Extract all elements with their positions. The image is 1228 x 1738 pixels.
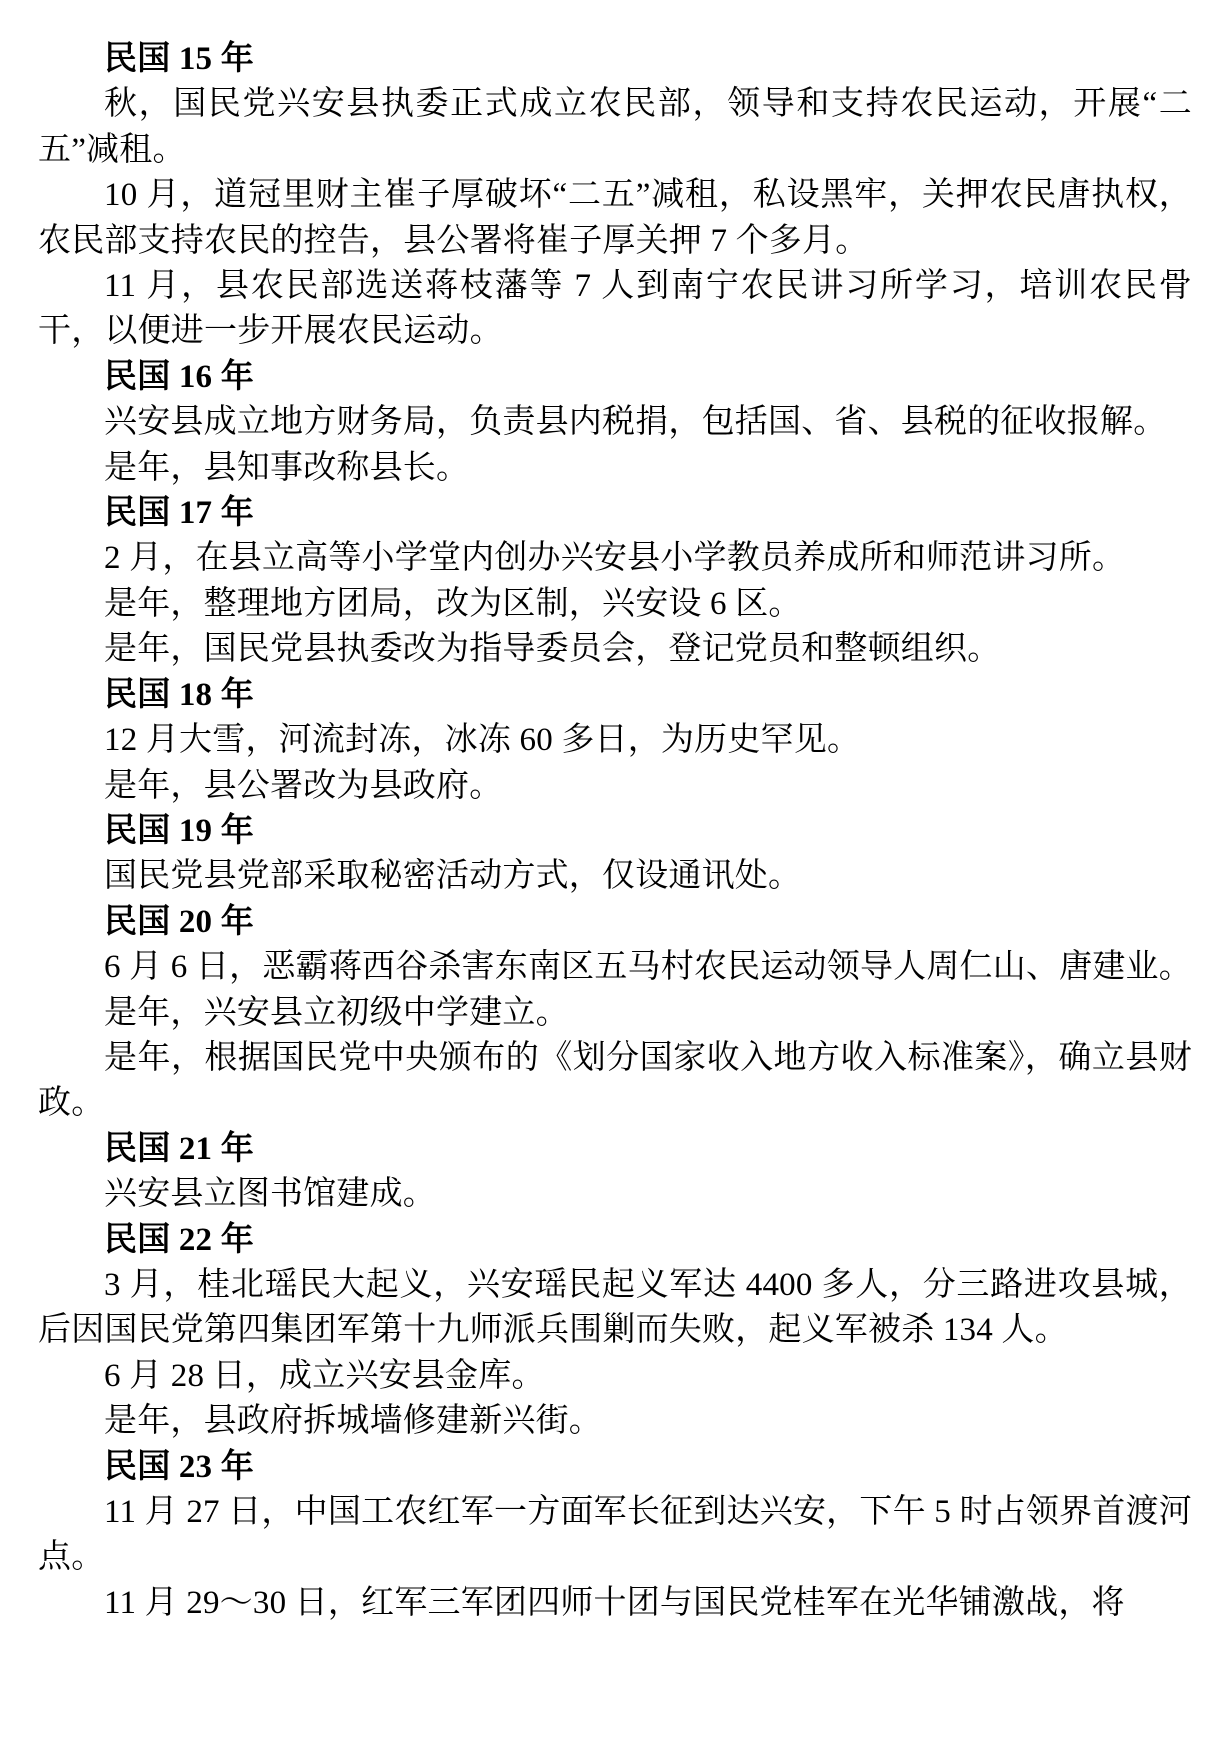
- year-heading: 民国 23 年: [104, 1448, 254, 1485]
- entry-paragraph: 3 月，桂北瑶民大起义，兴安瑶民起义军达 4400 多人，分三路进攻县城，后因国民党第四集团军第十九师派兵围剿而失败，起义军被杀 134 人。: [38, 1266, 1192, 1349]
- year-heading: 民国 15 年: [104, 41, 254, 77]
- entry-paragraph: 6 月 28 日，成立兴安县金库。: [104, 1357, 545, 1394]
- entry-paragraph: 11 月，县农民部选送蒋枝藩等 7 人到南宁农民讲习所学习，培训农民骨干，以便进一步开展农民运动。: [38, 268, 1192, 350]
- entry-paragraph: 12 月大雪，河流封冻，冰冻 60 多日，为历史罕见。: [104, 722, 861, 759]
- entry-paragraph: 是年，根据国民党中央颁布的《划分国家收入地方收入标准案》，确立县财政。: [38, 1039, 1192, 1122]
- entry-paragraph: 11 月 27 日，中国工农红军一方面军长征到达兴安，下午 5 时占领界首渡河点。: [38, 1494, 1192, 1576]
- entry-paragraph: 是年，整理地方团局，改为区制，兴安设 6 区。: [104, 585, 802, 622]
- entry-paragraph: 国民党县党部采取秘密活动方式，仅设通讯处。: [104, 858, 802, 895]
- year-heading: 民国 20 年: [104, 903, 254, 940]
- entry-paragraph: 11 月 29～30 日，红军三军团四师十团与国民党桂军在光华铺激战，将: [104, 1584, 1125, 1621]
- entry-paragraph: 兴安县成立地方财务局，负责县内税捐，包括国、省、县税的征收报解。: [104, 404, 1167, 441]
- year-heading: 民国 22 年: [104, 1221, 254, 1258]
- entry-paragraph: 是年，县政府拆城墙修建新兴街。: [104, 1403, 602, 1440]
- entry-paragraph: 是年，兴安县立初级中学建立。: [104, 994, 569, 1031]
- year-heading: 民国 17 年: [104, 495, 254, 532]
- entry-paragraph: 2 月，在县立高等小学堂内创办兴安县小学教员养成所和师范讲习所。: [104, 540, 1126, 577]
- year-heading: 民国 19 年: [104, 812, 254, 849]
- year-heading: 民国 18 年: [104, 676, 254, 713]
- entry-paragraph: 是年，县知事改称县长。: [104, 449, 470, 486]
- entry-paragraph: 是年，国民党县执委改为指导委员会，登记党员和整顿组织。: [104, 631, 1001, 668]
- entry-paragraph: 兴安县立图书馆建成。: [104, 1176, 436, 1213]
- entry-paragraph: 是年，县公署改为县政府。: [104, 767, 503, 804]
- entry-paragraph: 6 月 6 日，恶霸蒋西谷杀害东南区五马村农民运动领导人周仁山、唐建业。: [104, 949, 1192, 986]
- year-heading: 民国 16 年: [104, 358, 254, 395]
- year-heading: 民国 21 年: [104, 1130, 254, 1167]
- entry-paragraph: 秋，国民党兴安县执委正式成立农民部，领导和支持农民运动，开展“二五”减租。: [38, 86, 1192, 168]
- entry-paragraph: 10 月，道冠里财主崔子厚破坏“二五”减租，私设黑牢，关押农民唐执权，农民部支持农民的控告，县公署将崔子厚关押 7 个多月。: [38, 177, 1192, 259]
